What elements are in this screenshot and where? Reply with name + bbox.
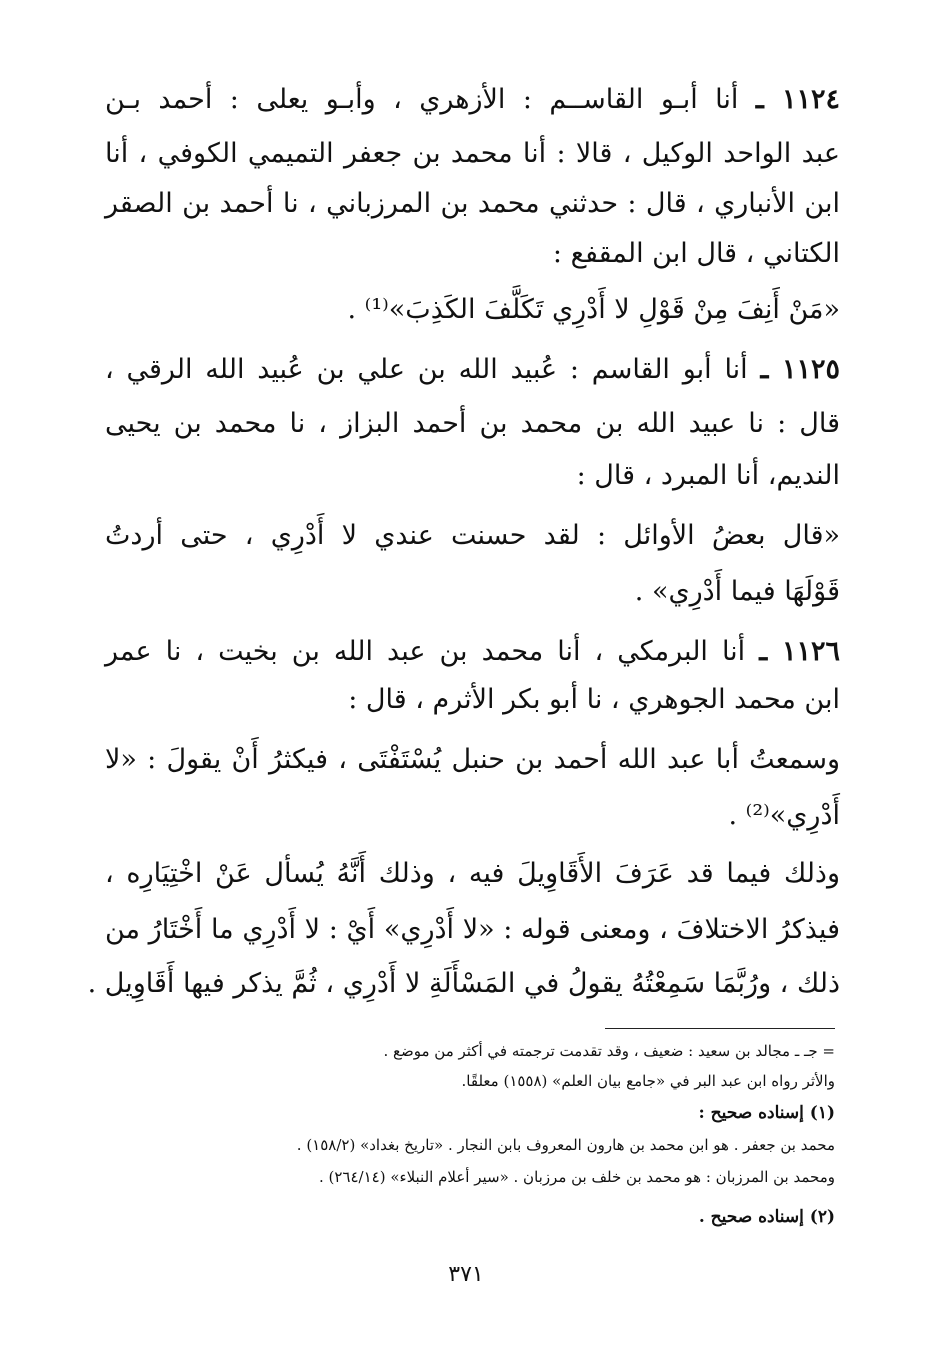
footnote-separator <box>605 1028 835 1029</box>
text-line: وذلك فيما قد عَرَفَ الأَقَاوِيلَ فيه ، وذلك أَنَّهُ يُسأل عَنْ اخْتِيَارِه ، <box>105 858 840 889</box>
text-line <box>105 80 840 120</box>
text-line: ابن محمد الجوهري ، نا أبو بكر الأثرم ، قال : <box>348 684 840 715</box>
quote-line: أَدْرِي»⁽²⁾ . <box>728 800 840 831</box>
footnote-line: = جـ ـ مجالد بن سعيد : ضعيف ، وقد تقدمت ترجمته في أكثر من موضع . <box>383 1042 835 1060</box>
text-line: ذلك ، ورُبَّمَا سَمِعْتُهُ يقولُ في المَسْأَلَةِ لا أَدْرِي ، ثُمَّ يذكر فيها أَقَاوِيل . <box>87 968 840 999</box>
footnote-line: ومحمد بن المرزبان : هو محمد بن خلف بن مرزبان . «سير أعلام النبلاء» (٢٦٤/١٤) . <box>318 1168 835 1186</box>
text-line: ابن الأنباري ، قال : حدثني محمد بن المرزباني ، نا أحمد بن الصقر <box>105 188 840 219</box>
text-line: عبد الواحد الوكيل ، قالا : أنا محمد بن جعفر التميمي الكوفي ، أنا <box>105 138 840 169</box>
page-number: ٣٧١ <box>448 1262 484 1287</box>
footnote-heading: (١) إسناده صحيح : <box>698 1103 835 1123</box>
line-text: أنا البرمكي ، أنا محمد بن عبد الله بن بخيت ، نا عمر <box>105 636 746 667</box>
line-text: أنا أبـو القاســم : الأزهري ، وأبـو يعلى : أحمد بـن <box>105 84 739 115</box>
text-line: فيذكرُ الاختلافَ ، ومعنى قوله : «لا أَدْرِي» أَيْ : لا أَدْرِي ما أَخْتَارُ من <box>105 914 840 945</box>
text-line: الكتاني ، قال ابن المقفع : <box>552 238 840 269</box>
quote-line: قَوْلَهَا فيما أَدْرِي» . <box>634 576 840 607</box>
footnote-line: محمد بن جعفر . هو ابن محمد بن هارون المعروف بابن النجار . «تاريخ بغداد» (١٥٨/٢) . <box>296 1136 835 1154</box>
hadith-number: ١١٢٥ ـ <box>760 354 840 385</box>
hadith-number: ١١٢٤ ـ <box>755 84 840 115</box>
quote-line: «قال بعضُ الأوائل : لقد حسنت عندي لا أَدْرِي ، حتى أردتُ <box>105 520 840 551</box>
text-line: النديم، أنا المبرد ، قال : <box>576 460 840 491</box>
text-line <box>105 632 840 672</box>
quote-line: وسمعتُ أبا عبد الله أحمد بن حنبل يُسْتَفْتَى ، فيكثرُ أَنْ يقولَ : «لا <box>105 744 840 775</box>
footnote-heading: (٢) إسناده صحيح . <box>698 1207 835 1227</box>
quote-line: «مَنْ أَنِفَ مِنْ قَوْلِ لا أَدْرِي تَكَلَّفَ الكَذِبَ»⁽¹⁾ . <box>347 294 840 325</box>
line-text: أنا أبو القاسم : عُبيد الله بن علي بن عُبيد الله الرقي ، <box>105 354 748 385</box>
footnote-line: والأثر رواه ابن عبد البر في «جامع بيان العلم» (١٥٥٨) معلقًا. <box>461 1072 835 1090</box>
text-line <box>105 350 840 390</box>
hadith-number: ١١٢٦ ـ <box>759 636 840 667</box>
text-line: قال : نا عبيد الله بن محمد بن أحمد البزاز ، نا محمد بن يحيى <box>105 408 840 439</box>
